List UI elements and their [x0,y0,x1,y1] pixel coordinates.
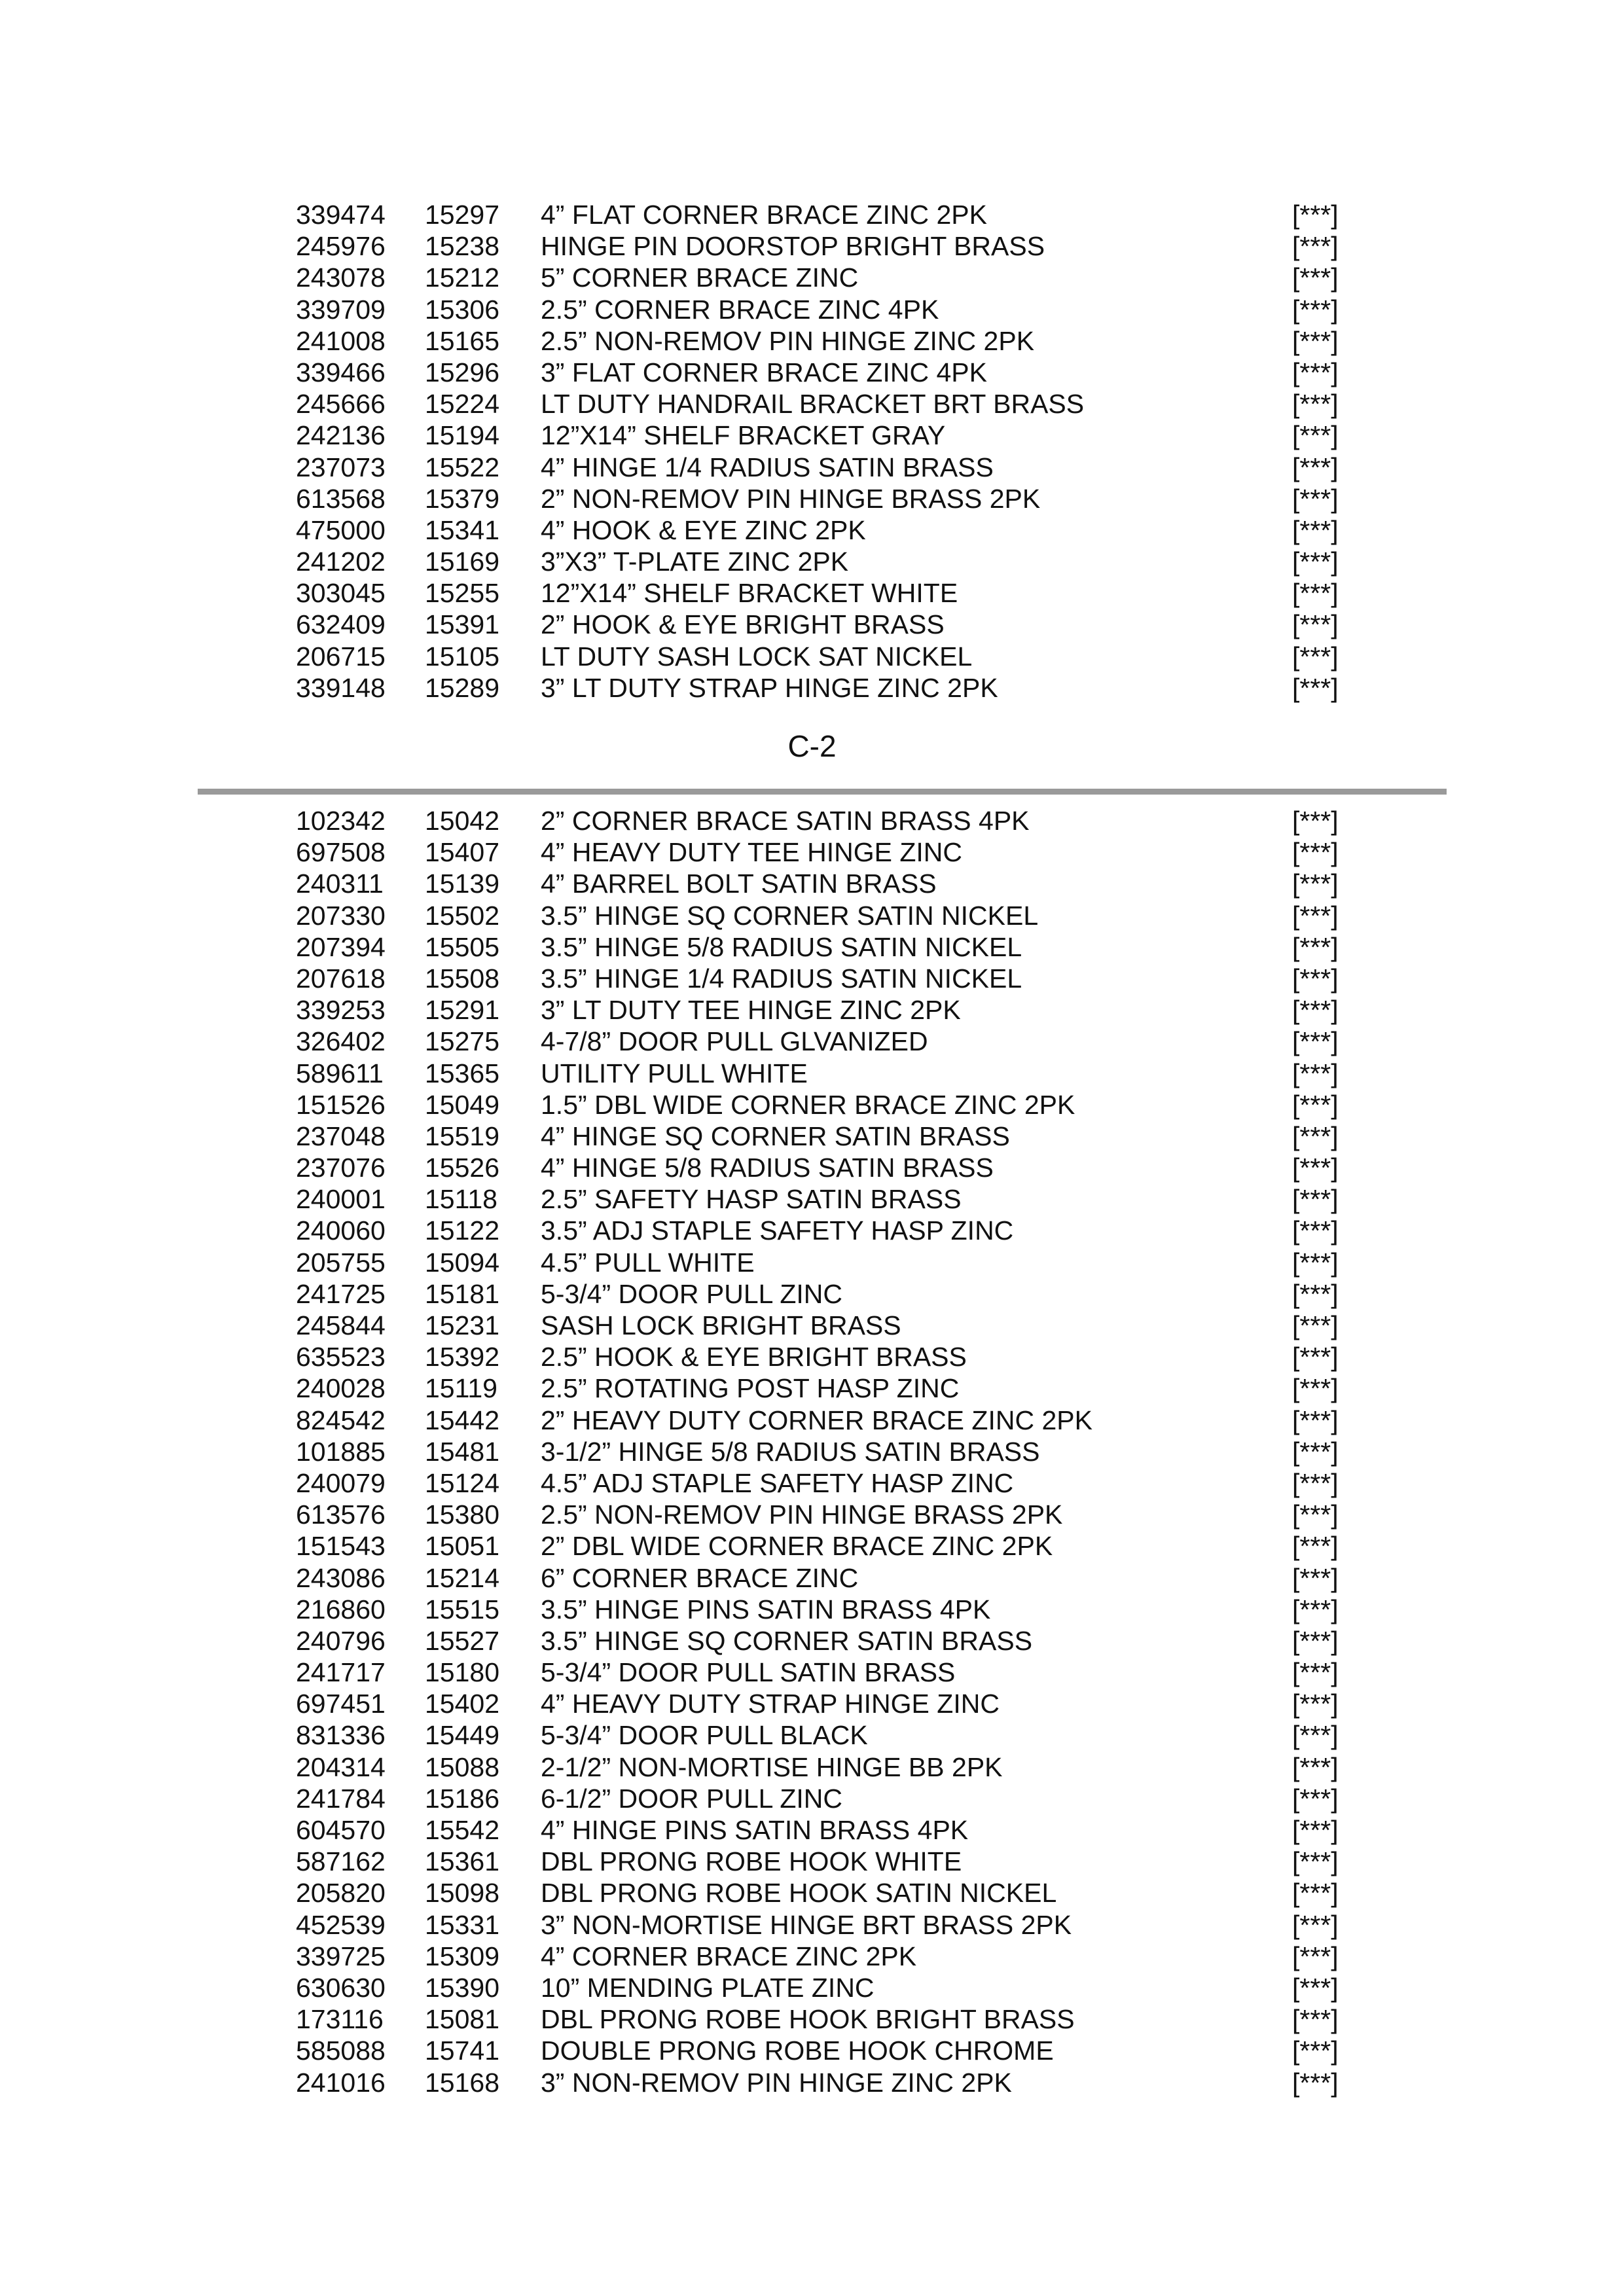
description-cell: 2.5” HOOK & EYE BRIGHT BRASS [541,1342,967,1372]
item-number-cell: 15515 [425,1594,500,1624]
description-cell: 4.5” PULL WHITE [541,1247,755,1278]
sku-cell: 242136 [296,420,386,451]
table-row [0,1909,1624,1941]
sku-cell: 697451 [296,1689,386,1719]
table-row [0,420,1624,451]
table-row [0,672,1624,704]
table-row [0,357,1624,388]
sku-cell: 207330 [296,900,386,931]
table-row [0,1310,1624,1341]
price-cell: [***] [1292,514,1339,545]
description-cell: 5-3/4” DOOR PULL BLACK [541,1720,868,1751]
price-cell: [***] [1292,200,1339,230]
table-row [0,2003,1624,2035]
item-number-cell: 15481 [425,1436,500,1467]
description-cell: 3” FLAT CORNER BRACE ZINC 4PK [541,357,987,387]
item-number-cell: 15169 [425,547,500,577]
description-cell: 3.5” ADJ STAPLE SAFETY HASP ZINC [541,1215,1014,1246]
table-row [0,1719,1624,1751]
table-row [0,325,1624,357]
description-cell: 3.5” HINGE SQ CORNER SATIN BRASS [541,1625,1033,1656]
item-number-cell: 15309 [425,1941,500,1971]
item-number-cell: 15365 [425,1058,500,1088]
item-number-cell: 15542 [425,1815,500,1845]
price-cell: [***] [1292,1310,1339,1340]
table-row [0,1215,1624,1246]
sku-cell: 206715 [296,641,386,672]
sku-cell: 339709 [296,294,386,325]
description-cell: 2.5” NON-REMOV PIN HINGE BRASS 2PK [541,1499,1063,1530]
price-cell: [***] [1292,1153,1339,1183]
item-number-cell: 15508 [425,963,500,994]
price-cell: [***] [1292,325,1339,356]
sku-cell: 339253 [296,995,386,1026]
table-row [0,1405,1624,1436]
price-cell: [***] [1292,1751,1339,1782]
item-number-cell: 15392 [425,1342,500,1372]
description-cell: 3”X3” T-PLATE ZINC 2PK [541,547,849,577]
sku-cell: 216860 [296,1594,386,1624]
item-number-cell: 15255 [425,578,500,609]
sku-cell: 237076 [296,1153,386,1183]
sku-cell: 237048 [296,1121,386,1151]
sku-cell: 245844 [296,1310,386,1340]
table-row [0,1499,1624,1530]
description-cell: 5-3/4” DOOR PULL ZINC [541,1278,842,1309]
table-row [0,1183,1624,1215]
description-cell: 6” CORNER BRACE ZINC [541,1562,859,1593]
description-cell: 3” NON-MORTISE HINGE BRT BRASS 2PK [541,1909,1072,1940]
item-number-cell: 15361 [425,1846,500,1877]
item-number-cell: 15212 [425,262,500,293]
sku-cell: 240079 [296,1467,386,1498]
price-cell: [***] [1292,900,1339,931]
price-cell: [***] [1292,1436,1339,1467]
sku-cell: 339466 [296,357,386,387]
sku-cell: 101885 [296,1436,386,1467]
sku-cell: 632409 [296,609,386,640]
price-cell: [***] [1292,1121,1339,1151]
price-cell: [***] [1292,294,1339,325]
sku-cell: 630630 [296,1972,386,2003]
description-cell: 3.5” HINGE 5/8 RADIUS SATIN NICKEL [541,931,1022,962]
price-cell: [***] [1292,231,1339,262]
description-cell: 3” LT DUTY TEE HINGE ZINC 2PK [541,995,961,1026]
sku-cell: 241717 [296,1657,386,1688]
table-row [0,1877,1624,1909]
item-number-cell: 15118 [425,1184,497,1215]
price-cell: [***] [1292,1278,1339,1309]
description-cell: 1.5” DBL WIDE CORNER BRACE ZINC 2PK [541,1089,1075,1120]
price-cell: [***] [1292,262,1339,293]
description-cell: 4” HINGE SQ CORNER SATIN BRASS [541,1121,1010,1151]
table-row [0,1846,1624,1877]
table-row [0,1814,1624,1846]
sku-cell: 589611 [296,1058,384,1088]
price-cell: [***] [1292,2004,1339,2035]
description-cell: DOUBLE PRONG ROBE HOOK CHROME [541,2036,1054,2066]
description-cell: 12”X14” SHELF BRACKET GRAY [541,420,946,451]
price-cell: [***] [1292,2036,1339,2066]
description-cell: 10” MENDING PLATE ZINC [541,1972,875,2003]
price-cell: [***] [1292,1909,1339,1940]
item-number-cell: 15296 [425,357,500,387]
table-row [0,1941,1624,1972]
item-number-cell: 15049 [425,1089,500,1120]
table-row [0,1625,1624,1657]
description-cell: 4” FLAT CORNER BRACE ZINC 2PK [541,200,987,230]
table-row [0,452,1624,483]
description-cell: 12”X14” SHELF BRACKET WHITE [541,578,958,609]
sku-cell: 604570 [296,1815,386,1845]
item-number-cell: 15449 [425,1720,500,1751]
table-row [0,1372,1624,1404]
item-number-cell: 15238 [425,231,500,262]
description-cell: 2” NON-REMOV PIN HINGE BRASS 2PK [541,483,1041,514]
table-row [0,1247,1624,1278]
sku-cell: 243078 [296,262,386,293]
item-number-cell: 15186 [425,1783,500,1814]
table-row [0,900,1624,931]
table-row [0,2067,1624,2098]
table-row [0,836,1624,868]
price-cell: [***] [1292,483,1339,514]
sku-cell: 326402 [296,1026,386,1057]
price-cell: [***] [1292,1467,1339,1498]
price-cell: [***] [1292,869,1339,899]
description-cell: UTILITY PULL WHITE [541,1058,808,1088]
sku-cell: 205820 [296,1878,386,1909]
sku-cell: 240796 [296,1625,386,1656]
price-cell: [***] [1292,1562,1339,1593]
item-number-cell: 15741 [425,2036,500,2066]
table-row [0,199,1624,230]
sku-cell: 831336 [296,1720,386,1751]
table-row [0,1026,1624,1057]
description-cell: LT DUTY HANDRAIL BRACKET BRT BRASS [541,389,1085,420]
description-cell: 3.5” HINGE SQ CORNER SATIN NICKEL [541,900,1039,931]
item-number-cell: 15214 [425,1562,500,1593]
description-cell: 5-3/4” DOOR PULL SATIN BRASS [541,1657,956,1688]
description-cell: 2” HEAVY DUTY CORNER BRACE ZINC 2PK [541,1405,1092,1435]
description-cell: 4” HINGE 5/8 RADIUS SATIN BRASS [541,1153,994,1183]
item-number-cell: 15231 [425,1310,500,1340]
page-label: C-2 [787,729,837,763]
item-number-cell: 15088 [425,1751,500,1782]
item-number-cell: 15094 [425,1247,500,1278]
item-number-cell: 15379 [425,483,500,514]
table-row [0,994,1624,1026]
description-cell: 6-1/2” DOOR PULL ZINC [541,1783,842,1814]
item-number-cell: 15442 [425,1405,500,1435]
sku-cell: 102342 [296,806,386,836]
price-cell: [***] [1292,963,1339,994]
sku-cell: 240311 [296,869,384,899]
description-cell: 5” CORNER BRACE ZINC [541,262,859,293]
description-cell: DBL PRONG ROBE HOOK SATIN NICKEL [541,1878,1057,1909]
sku-cell: 240001 [296,1184,386,1215]
table-row [0,1972,1624,2003]
item-number-cell: 15105 [425,641,500,672]
description-cell: 3.5” HINGE 1/4 RADIUS SATIN NICKEL [541,963,1022,994]
sku-cell: 241016 [296,2067,386,2098]
table-row [0,1530,1624,1562]
price-cell: [***] [1292,1625,1339,1656]
table-row [0,931,1624,963]
description-cell: 3” NON-REMOV PIN HINGE ZINC 2PK [541,2067,1012,2098]
description-cell: 2” HOOK & EYE BRIGHT BRASS [541,609,945,640]
price-cell: [***] [1292,1657,1339,1688]
price-cell: [***] [1292,641,1339,672]
table-row [0,1436,1624,1467]
sku-cell: 241784 [296,1783,386,1814]
table-row [0,230,1624,262]
sku-cell: 151543 [296,1531,386,1562]
item-number-cell: 15526 [425,1153,500,1183]
sku-cell: 207618 [296,963,386,994]
table-row [0,1089,1624,1121]
sku-cell: 173116 [296,2004,384,2035]
item-number-cell: 15194 [425,420,500,451]
item-number-cell: 15168 [425,2067,500,2098]
price-cell: [***] [1292,1215,1339,1246]
description-cell: 4” HEAVY DUTY TEE HINGE ZINC [541,837,962,868]
table-row [0,641,1624,672]
product-table-top [0,199,1624,704]
table-row [0,609,1624,640]
sku-cell: 339148 [296,672,386,703]
item-number-cell: 15380 [425,1499,500,1530]
sku-cell: 243086 [296,1562,386,1593]
table-row [0,805,1624,836]
description-cell: 3” LT DUTY STRAP HINGE ZINC 2PK [541,672,998,703]
item-number-cell: 15390 [425,1972,500,2003]
table-row [0,577,1624,609]
description-cell: 4” HINGE PINS SATIN BRASS 4PK [541,1815,969,1845]
table-row [0,1783,1624,1814]
description-cell: 4” BARREL BOLT SATIN BRASS [541,869,937,899]
sku-cell: 245976 [296,231,386,262]
item-number-cell: 15051 [425,1531,500,1562]
price-cell: [***] [1292,931,1339,962]
item-number-cell: 15407 [425,837,500,868]
table-row [0,1594,1624,1625]
product-table-bottom [0,805,1624,2098]
price-cell: [***] [1292,452,1339,482]
sku-cell: 207394 [296,931,386,962]
sku-cell: 303045 [296,578,386,609]
sku-cell: 204314 [296,1751,386,1782]
item-number-cell: 15139 [425,869,500,899]
price-cell: [***] [1292,1058,1339,1088]
price-cell: [***] [1292,1342,1339,1372]
sku-cell: 697508 [296,837,386,868]
price-cell: [***] [1292,1815,1339,1845]
sku-cell: 241202 [296,547,386,577]
item-number-cell: 15519 [425,1121,500,1151]
item-number-cell: 15306 [425,294,500,325]
sku-cell: 339474 [296,200,386,230]
sku-cell: 240028 [296,1373,386,1404]
sku-cell: 587162 [296,1846,386,1877]
sku-cell: 452539 [296,1909,386,1940]
item-number-cell: 15180 [425,1657,500,1688]
item-number-cell: 15527 [425,1625,500,1656]
table-row [0,262,1624,293]
item-number-cell: 15181 [425,1278,500,1309]
item-number-cell: 15275 [425,1026,500,1057]
description-cell: 3.5” HINGE PINS SATIN BRASS 4PK [541,1594,991,1624]
sku-cell: 339725 [296,1941,386,1971]
table-row [0,1467,1624,1499]
price-cell: [***] [1292,420,1339,451]
price-cell: [***] [1292,672,1339,703]
description-cell: 2.5” ROTATING POST HASP ZINC [541,1373,960,1404]
price-cell: [***] [1292,1405,1339,1435]
item-number-cell: 15165 [425,325,500,356]
price-cell: [***] [1292,389,1339,420]
item-number-cell: 15081 [425,2004,500,2035]
description-cell: 4-7/8” DOOR PULL GLVANIZED [541,1026,928,1057]
item-number-cell: 15224 [425,389,500,420]
description-cell: LT DUTY SASH LOCK SAT NICKEL [541,641,973,672]
table-row [0,1058,1624,1089]
price-cell: [***] [1292,1594,1339,1624]
table-row [0,1562,1624,1594]
section-divider [198,789,1447,795]
sku-cell: 824542 [296,1405,386,1435]
item-number-cell: 15505 [425,931,500,962]
item-number-cell: 15042 [425,806,500,836]
price-cell: [***] [1292,1878,1339,1909]
price-cell: [***] [1292,578,1339,609]
item-number-cell: 15291 [425,995,500,1026]
price-cell: [***] [1292,547,1339,577]
item-number-cell: 15502 [425,900,500,931]
table-row [0,1278,1624,1310]
sku-cell: 613568 [296,483,386,514]
price-cell: [***] [1292,1531,1339,1562]
description-cell: 2” DBL WIDE CORNER BRACE ZINC 2PK [541,1531,1053,1562]
item-number-cell: 15289 [425,672,500,703]
price-cell: [***] [1292,1373,1339,1404]
table-row [0,388,1624,420]
item-number-cell: 15402 [425,1689,500,1719]
price-cell: [***] [1292,1689,1339,1719]
sku-cell: 237073 [296,452,386,482]
item-number-cell: 15122 [425,1215,500,1246]
description-cell: 2.5” NON-REMOV PIN HINGE ZINC 2PK [541,325,1035,356]
item-number-cell: 15331 [425,1909,500,1940]
description-cell: 4.5” ADJ STAPLE SAFETY HASP ZINC [541,1467,1014,1498]
description-cell: 2-1/2” NON-MORTISE HINGE BB 2PK [541,1751,1003,1782]
sku-cell: 585088 [296,2036,386,2066]
description-cell: 4” HEAVY DUTY STRAP HINGE ZINC [541,1689,1000,1719]
item-number-cell: 15391 [425,609,500,640]
table-row [0,514,1624,546]
table-row [0,483,1624,514]
price-cell: [***] [1292,1184,1339,1215]
sku-cell: 241725 [296,1278,386,1309]
sku-cell: 151526 [296,1089,386,1120]
price-cell: [***] [1292,1026,1339,1057]
sku-cell: 635523 [296,1342,386,1372]
price-cell: [***] [1292,2067,1339,2098]
price-cell: [***] [1292,806,1339,836]
item-number-cell: 15341 [425,514,500,545]
sku-cell: 475000 [296,514,386,545]
table-row [0,1341,1624,1372]
description-cell: DBL PRONG ROBE HOOK WHITE [541,1846,962,1877]
price-cell: [***] [1292,1783,1339,1814]
price-cell: [***] [1292,1247,1339,1278]
price-cell: [***] [1292,609,1339,640]
table-row [0,1121,1624,1152]
sku-cell: 613576 [296,1499,386,1530]
table-row [0,1751,1624,1783]
sku-cell: 240060 [296,1215,386,1246]
sku-cell: 205755 [296,1247,386,1278]
table-row [0,294,1624,325]
table-row [0,1688,1624,1719]
price-cell: [***] [1292,1499,1339,1530]
table-row [0,868,1624,899]
price-cell: [***] [1292,837,1339,868]
description-cell: 4” HINGE 1/4 RADIUS SATIN BRASS [541,452,994,482]
item-number-cell: 15124 [425,1467,500,1498]
price-cell: [***] [1292,995,1339,1026]
sku-cell: 241008 [296,325,386,356]
item-number-cell: 15098 [425,1878,500,1909]
item-number-cell: 15119 [425,1373,497,1404]
description-cell: 2.5” SAFETY HASP SATIN BRASS [541,1184,962,1215]
price-cell: [***] [1292,1941,1339,1971]
description-cell: 3-1/2” HINGE 5/8 RADIUS SATIN BRASS [541,1436,1040,1467]
table-row [0,963,1624,994]
table-row [0,1657,1624,1688]
description-cell: DBL PRONG ROBE HOOK BRIGHT BRASS [541,2004,1075,2035]
price-cell: [***] [1292,1972,1339,2003]
price-cell: [***] [1292,1089,1339,1120]
description-cell: 4” HOOK & EYE ZINC 2PK [541,514,866,545]
description-cell: 2.5” CORNER BRACE ZINC 4PK [541,294,939,325]
table-row [0,1152,1624,1183]
sku-cell: 245666 [296,389,386,420]
description-cell: 2” CORNER BRACE SATIN BRASS 4PK [541,806,1030,836]
price-cell: [***] [1292,357,1339,387]
description-cell: HINGE PIN DOORSTOP BRIGHT BRASS [541,231,1045,262]
item-number-cell: 15522 [425,452,500,482]
price-cell: [***] [1292,1720,1339,1751]
table-row [0,2035,1624,2066]
description-cell: 4” CORNER BRACE ZINC 2PK [541,1941,917,1971]
description-cell: SASH LOCK BRIGHT BRASS [541,1310,901,1340]
table-row [0,546,1624,577]
price-cell: [***] [1292,1846,1339,1877]
item-number-cell: 15297 [425,200,500,230]
